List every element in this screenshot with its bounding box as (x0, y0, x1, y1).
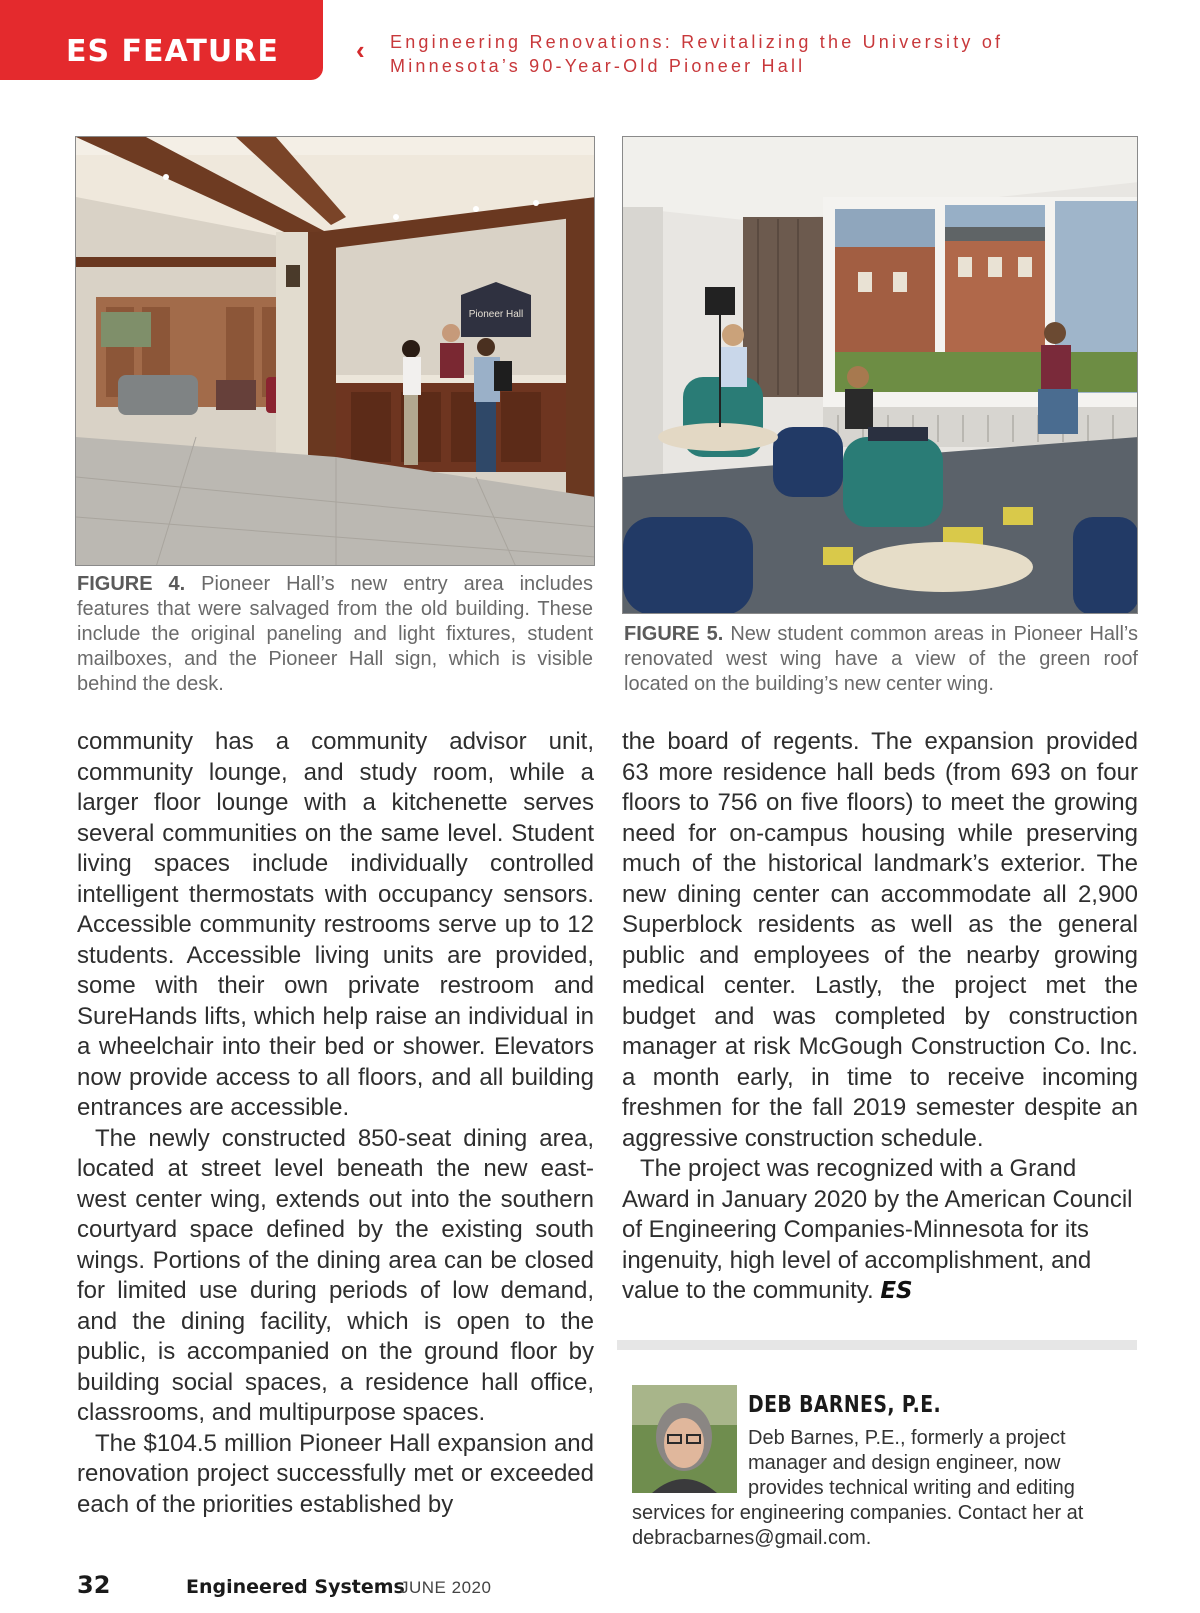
author-bio-line: services for engineering companies. Contact her at (632, 1502, 1084, 1524)
body-paragraph: The $104.5 million Pioneer Hall expansion and renovation project successfully met or exceeded each of the priorities established by (77, 1429, 594, 1518)
body-column-left (77, 727, 594, 1520)
issue-date: JUNE 2020 (400, 1578, 492, 1597)
body-paragraph-final (622, 1154, 1138, 1307)
author-bio (632, 1426, 1137, 1551)
body-paragraph: the board of regents. The expansion provided 63 more residence hall beds (from 693 on four floors to 756 on five floors) to meet the growing need for on-campus housing while preserving much of the historical landmark’s exterior. The new dining center can accommodate all 2,900 Superblock residents as well as the general public and employees of the nearby growing medical center. Lastly, the project met the budget and was completed by construction manager at risk McGough Construction Co. Inc. a month early, in time to receive incoming freshmen for the fall 2019 semester despite an aggressive construction schedule. (622, 728, 1138, 1152)
figure-5-caption (624, 622, 1138, 697)
page-number: 32 (77, 1571, 111, 1599)
article-title-line2: Minnesota’s 90-Year-Old Pioneer Hall (390, 56, 806, 76)
chevron-left-icon: ‹ (356, 35, 365, 65)
body-paragraph-final-text: The project was recognized with a Grand Award in January 2020 by the American Council of Engineering Companies-Minnesota for its ingenuity, high level of accomplishment, and value to the community. (622, 1155, 1133, 1304)
author-name: DEB BARNES, P.E. (748, 1392, 942, 1418)
section-label: ES FEATURE (66, 34, 279, 69)
figure-5-photo (622, 136, 1138, 614)
article-title (390, 30, 1040, 78)
figure-5-label: FIGURE 5. (624, 623, 724, 645)
figure-5-caption-text: New student common areas in Pioneer Hall’s renovated west wing have a view of the green roof located on the building’s new center wing. (624, 623, 1138, 695)
author-bio-line: manager and design engineer, now (748, 1452, 1061, 1474)
figure-4-caption-text: Pioneer Hall’s new entry area includes features that were salvaged from the old building. These include the original paneling and light fixtures, student mailboxes, and the Pioneer Hall sign, which is visible behind the desk. (77, 573, 593, 695)
section-tab (0, 0, 323, 80)
bio-divider (617, 1340, 1137, 1350)
body-column-right (622, 727, 1138, 1307)
author-email: debracbarnes@gmail.com. (632, 1527, 872, 1549)
article-title-line1: Engineering Renovations: Revitalizing the University of (390, 32, 1004, 52)
author-bio-line: Deb Barnes, P.E., formerly a project (748, 1427, 1066, 1449)
body-paragraph: community has a community advisor unit, community lounge, and study room, while a larger floor lounge with a kitchenette serves several communities on the same level. Student living spaces include individually controlled intelligent thermostats with occupancy sensors. Accessible community restrooms serve up to 12 students. Accessible living units are provided, some with their own private restroom and SureHands lifts, which help raise an individual in a wheelchair into their bed or shower. Elevators now provide access to all floors, and all building entrances are accessible. (77, 728, 594, 1121)
figure-4-photo (75, 136, 595, 566)
body-paragraph: The newly constructed 850-seat dining area, located at street level beneath the new east-west center wing, extends out into the southern courtyard space defined by the existing south wings. Portions of the dining area can be closed for limited use during periods of low demand, and the dining facility, which is open to the public, is accompanied on the ground floor by building social spaces, a residence hall office, classrooms, and multipurpose spaces. (77, 1124, 594, 1426)
magazine-name: Engineered Systems (186, 1576, 405, 1598)
figure-4-caption (77, 572, 593, 697)
figure-4-label: FIGURE 4. (77, 573, 186, 595)
author-bio-line: provides technical writing and editing (748, 1477, 1075, 1499)
es-end-mark: ES (880, 1278, 913, 1304)
pioneer-hall-sign-text: Pioneer Hall (468, 309, 524, 320)
